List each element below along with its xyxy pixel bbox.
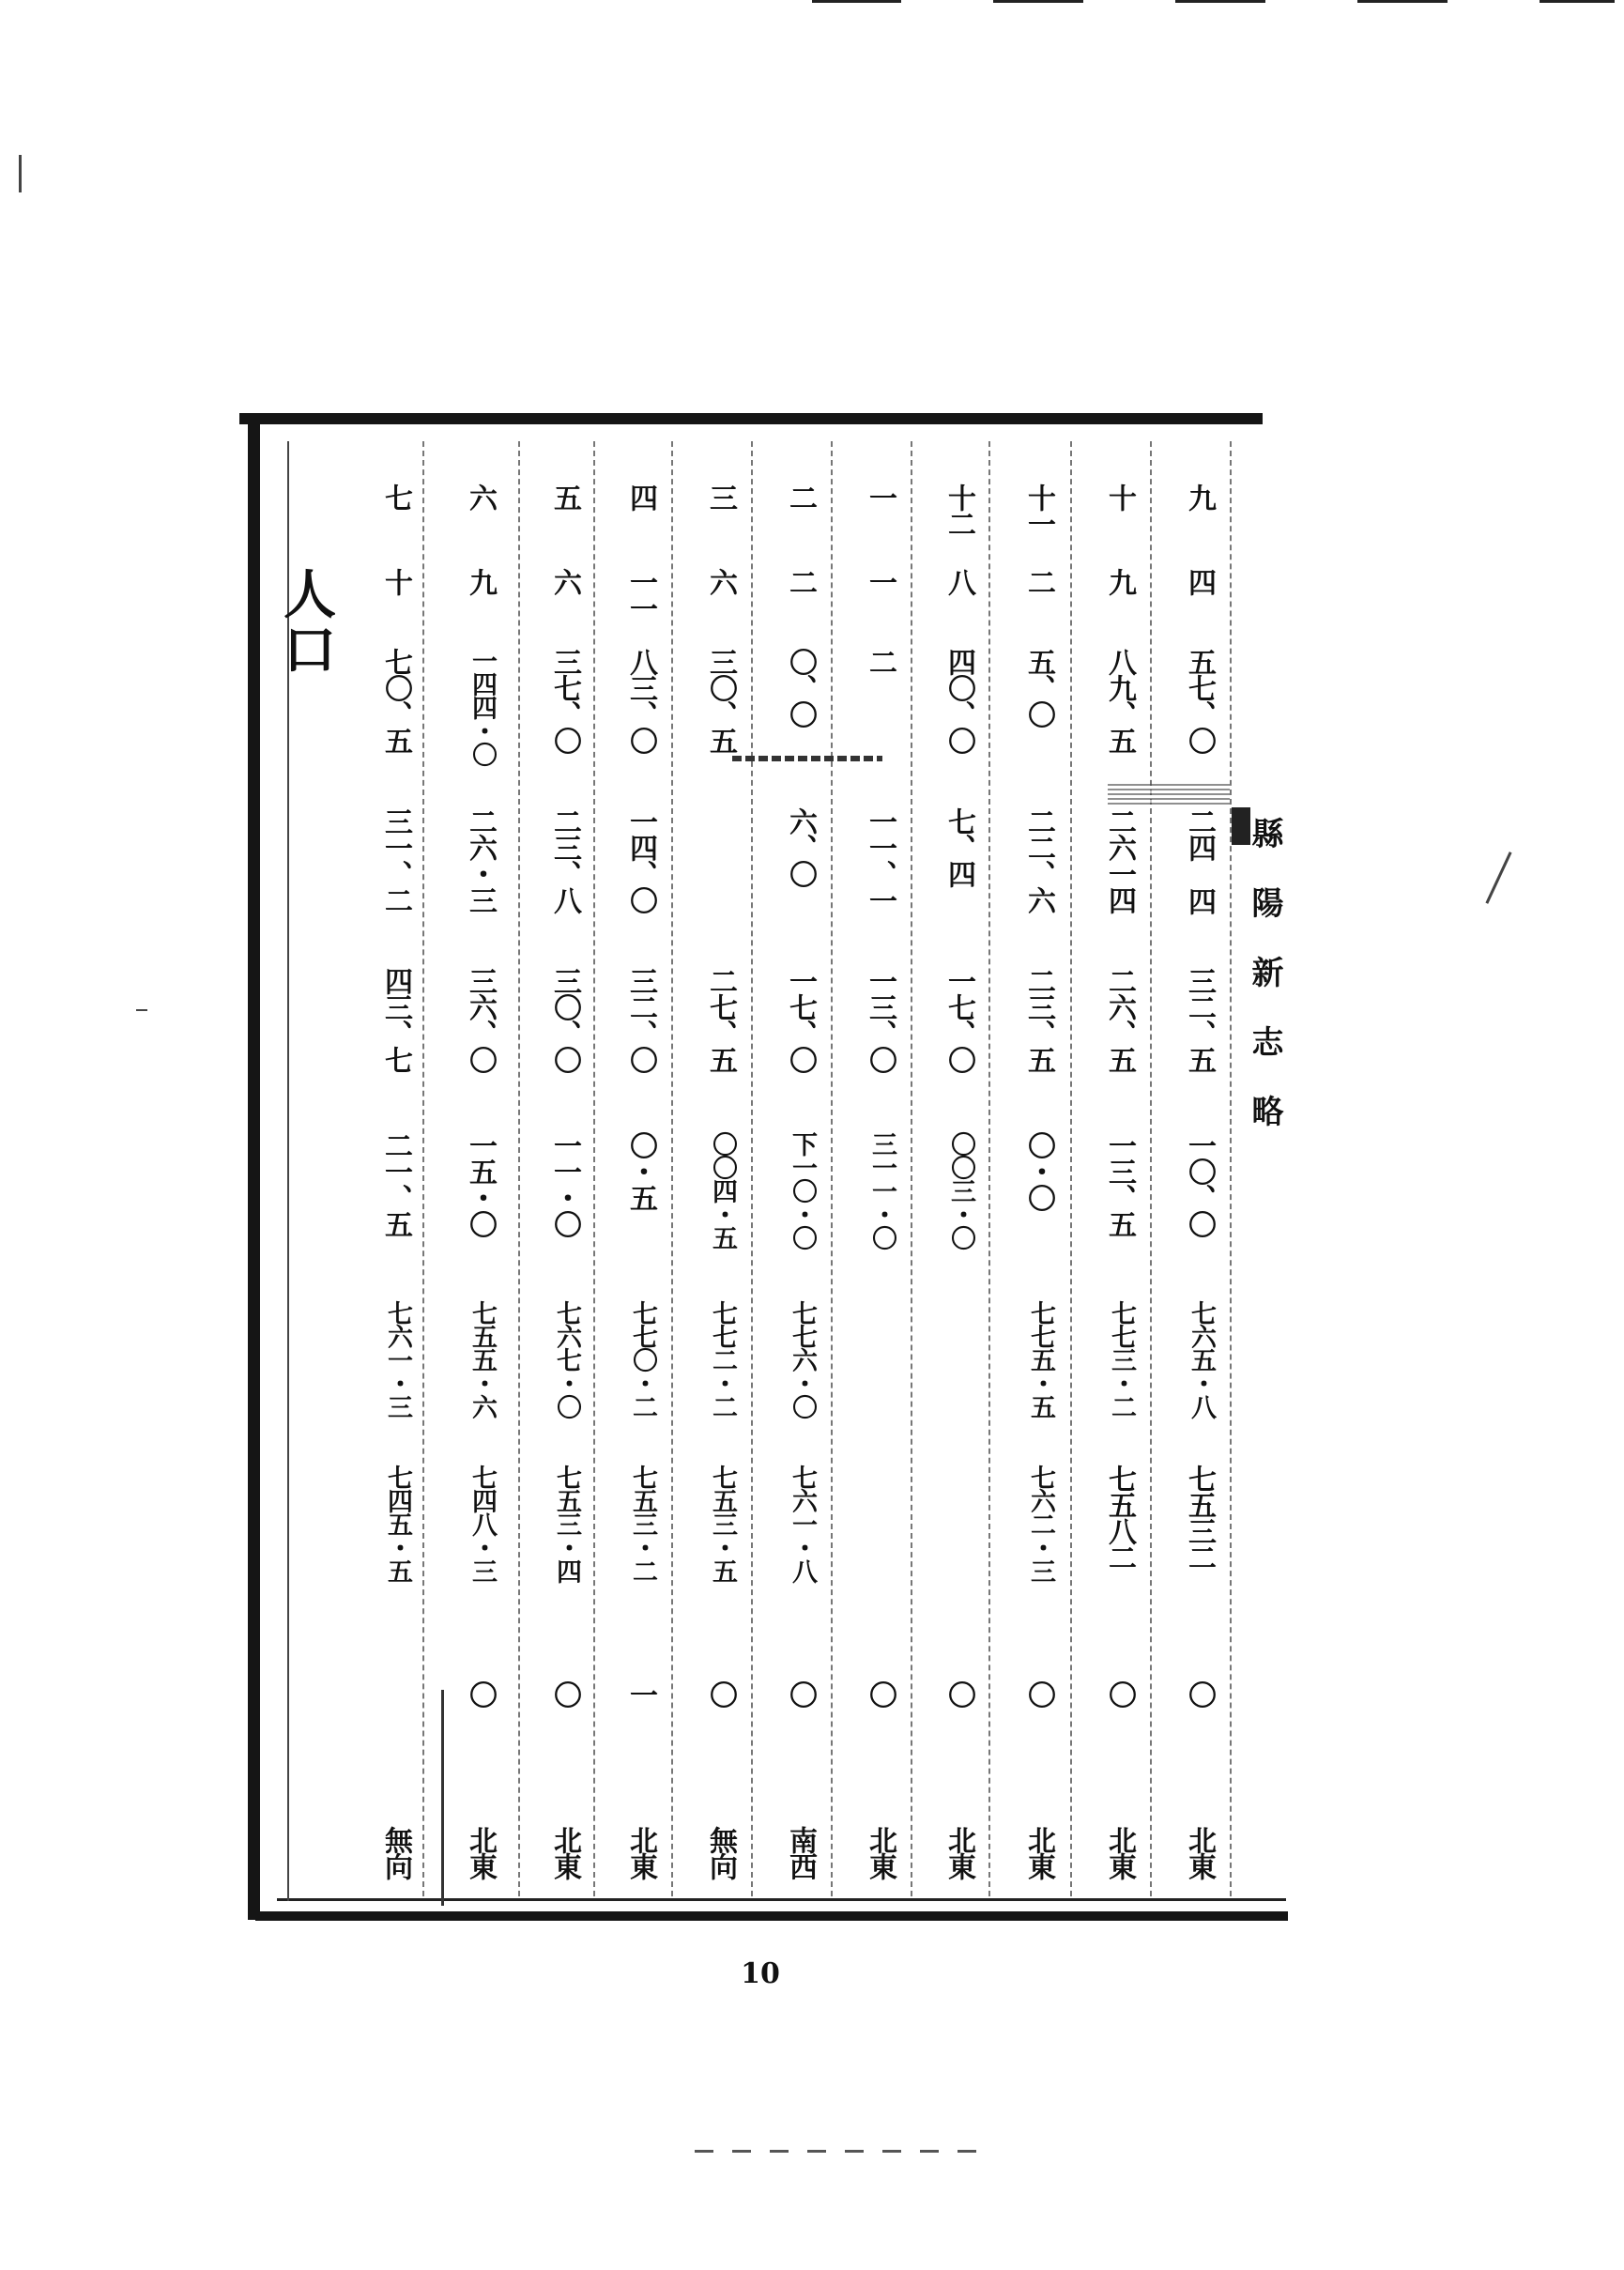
column-rule (1070, 441, 1072, 1896)
scan-artifact (695, 2150, 986, 2153)
column-rule (911, 441, 912, 1896)
table-cell: 二 (784, 568, 817, 594)
table-cell: 七五三・五 (708, 1465, 737, 1582)
running-header: 縣 陽 新 志 略 (1246, 817, 1283, 1127)
table-cell: 七、四 (942, 807, 975, 886)
table-cell: 無向 (704, 1826, 737, 1879)
table-cell: 一四、〇 (624, 807, 657, 913)
column-rule (422, 441, 424, 1896)
table-cell: 七七二・二 (708, 1300, 737, 1418)
table-cell: 六 (704, 568, 737, 594)
table-cell: 下一〇・〇 (788, 1131, 817, 1249)
table-cell: 六、〇 (784, 807, 817, 886)
table-cell: 十一 (1022, 483, 1055, 536)
table-cell: 七〇、五 (379, 648, 412, 753)
table-cell: 一一 (624, 568, 657, 621)
table-cell: 〇 (942, 1680, 975, 1707)
scan-speck (19, 155, 22, 192)
column-rule (593, 441, 595, 1896)
table-cell: 七五三二 (1183, 1465, 1216, 1570)
table-cell: 一〇、〇 (1183, 1131, 1216, 1236)
scan-artifact (732, 756, 882, 761)
table-cell: 一四四・〇 (467, 648, 497, 765)
table-cell: 北東 (864, 1826, 896, 1879)
table-cell: 二六一四 (1103, 807, 1136, 913)
table-cell: 二六、五 (1103, 967, 1136, 1072)
table-cell: 一一、一 (864, 807, 896, 913)
table-cell: 二 (864, 648, 896, 674)
table-cell: 二三、八 (548, 807, 581, 913)
table-cell: 〇 (1103, 1680, 1136, 1707)
table-cell: 三二、五 (1183, 967, 1216, 1072)
table-cell: 七五三・二 (628, 1465, 657, 1582)
table-cell: 三〇、五 (704, 648, 737, 753)
table-cell: 三一一・〇 (867, 1131, 896, 1249)
table-cell: 北東 (1022, 1826, 1055, 1879)
table-cell: 〇 (784, 1680, 817, 1707)
table-cell: 七六二・三 (1026, 1465, 1055, 1582)
table-cell: 〇 (464, 1680, 497, 1707)
table-cell: 六 (548, 568, 581, 594)
table-cell: 北東 (464, 1826, 497, 1879)
table-cell: 七七〇・二 (628, 1300, 657, 1418)
table-cell: 南西 (784, 1826, 817, 1879)
table-cell: 九 (1183, 483, 1216, 510)
scan-top-rule (1175, 0, 1265, 3)
table-cell: 七四八・三 (467, 1465, 497, 1582)
page-number: 10 (741, 1957, 780, 1990)
table-cell: 〇〇四・五 (708, 1131, 737, 1249)
table-cell: 三六、〇 (464, 967, 497, 1072)
table-cell: 七六五・八 (1187, 1300, 1216, 1418)
table-cell: 〇 (1022, 1680, 1055, 1707)
column-rule (1150, 441, 1152, 1896)
scan-speck (1485, 851, 1511, 904)
table-cell: 一三、五 (1103, 1131, 1136, 1236)
table-cell: 一五・〇 (464, 1131, 497, 1236)
table-cell: 八九、五 (1103, 648, 1136, 753)
table-cell: 五、〇 (1022, 648, 1055, 727)
table-cell: 四〇、〇 (942, 648, 975, 753)
scan-top-rule (1540, 0, 1615, 3)
table-cell: 七六一・八 (788, 1465, 817, 1582)
table-cell: 二四 (1183, 807, 1216, 860)
table-cell: 六 (464, 483, 497, 510)
table-cell: 五七、〇 (1183, 648, 1216, 753)
scan-artifact (1108, 784, 1230, 805)
table-cell: 九 (464, 568, 497, 594)
table-cell: 〇・〇 (1022, 1131, 1055, 1210)
table-cell: 二一、五 (379, 1131, 412, 1236)
section-title: 人口 (283, 564, 336, 682)
column-rule (1230, 441, 1232, 1896)
table-cell: 北東 (942, 1826, 975, 1879)
table-cell: 二二、六 (1022, 807, 1055, 913)
column-rule (671, 441, 673, 1896)
table-cell: 七五八二 (1103, 1465, 1136, 1570)
table-cell: 三〇、〇 (548, 967, 581, 1072)
table-cell: 四 (1183, 568, 1216, 594)
table-cell: 二 (784, 483, 817, 510)
table-cell: 七 (379, 483, 412, 510)
column-rule (441, 1690, 444, 1906)
scan-top-rule (993, 0, 1083, 3)
table-cell: 無向 (379, 1826, 412, 1879)
column-rule (518, 441, 520, 1896)
table-cell: 北東 (548, 1826, 581, 1879)
scan-speck (136, 1009, 147, 1011)
table-cell: 一七、〇 (784, 967, 817, 1072)
table-cell: 三 (704, 483, 737, 510)
table-cell: 二六・三 (464, 807, 497, 913)
table-cell: 七五五・六 (467, 1300, 497, 1418)
table-cell: 二七、五 (704, 967, 737, 1072)
column-rule (751, 441, 753, 1896)
table-cell: 八 (942, 568, 975, 594)
table-cell: 三七、〇 (548, 648, 581, 753)
table-cell: 北東 (624, 1826, 657, 1879)
column-rule (988, 441, 990, 1896)
table-cell: 〇・五 (624, 1131, 657, 1210)
table-cell: 三一、二 (379, 807, 412, 913)
table-cell: 五 (548, 483, 581, 510)
table-cell: 三二、〇 (624, 967, 657, 1072)
table-cell: 四三、七 (379, 967, 412, 1072)
table-cell: 九 (1103, 568, 1136, 594)
table-cell: 八三、〇 (624, 648, 657, 753)
table-cell: 〇〇三・〇 (946, 1131, 975, 1249)
frame-top-border (239, 413, 1263, 424)
frame-bottom-rule (277, 1898, 1286, 1901)
table-cell: 十 (1103, 483, 1136, 510)
table-cell: 〇 (1183, 1680, 1216, 1707)
table-cell: 一三、〇 (864, 967, 896, 1072)
table-cell: 一 (624, 1680, 657, 1707)
scan-top-rule (1357, 0, 1448, 3)
table-cell: 北東 (1183, 1826, 1216, 1879)
table-cell: 一 (864, 568, 896, 594)
table-cell: 七四五・五 (383, 1465, 412, 1582)
table-cell: 一七、〇 (942, 967, 975, 1072)
frame-bottom-border (255, 1911, 1288, 1921)
table-cell: 一 (864, 483, 896, 510)
column-rule (831, 441, 833, 1896)
table-cell: 〇 (548, 1680, 581, 1707)
table-cell: 十 (379, 568, 412, 594)
table-cell: 二 (1022, 568, 1055, 594)
table-cell: 北東 (1103, 1826, 1136, 1879)
scan-top-rule (812, 0, 901, 3)
table-cell: 〇 (864, 1680, 896, 1707)
table-cell: 〇 (704, 1680, 737, 1707)
table-cell: 七五三・四 (552, 1465, 581, 1582)
table-cell: 七六一・三 (383, 1300, 412, 1418)
table-cell: 七七五・五 (1026, 1300, 1055, 1418)
frame-left-border (248, 418, 260, 1920)
table-cell: 七七三・二 (1107, 1300, 1136, 1418)
table-cell: 二三、五 (1022, 967, 1055, 1072)
table-cell: 〇、〇 (784, 648, 817, 727)
table-cell: 七七六・〇 (788, 1300, 817, 1418)
table-cell: 七六七・〇 (552, 1300, 581, 1418)
table-cell: 一一・〇 (548, 1131, 581, 1236)
table-cell: 四 (1183, 887, 1216, 913)
table-cell: 四 (624, 483, 657, 510)
table-cell: 十二 (942, 483, 975, 536)
